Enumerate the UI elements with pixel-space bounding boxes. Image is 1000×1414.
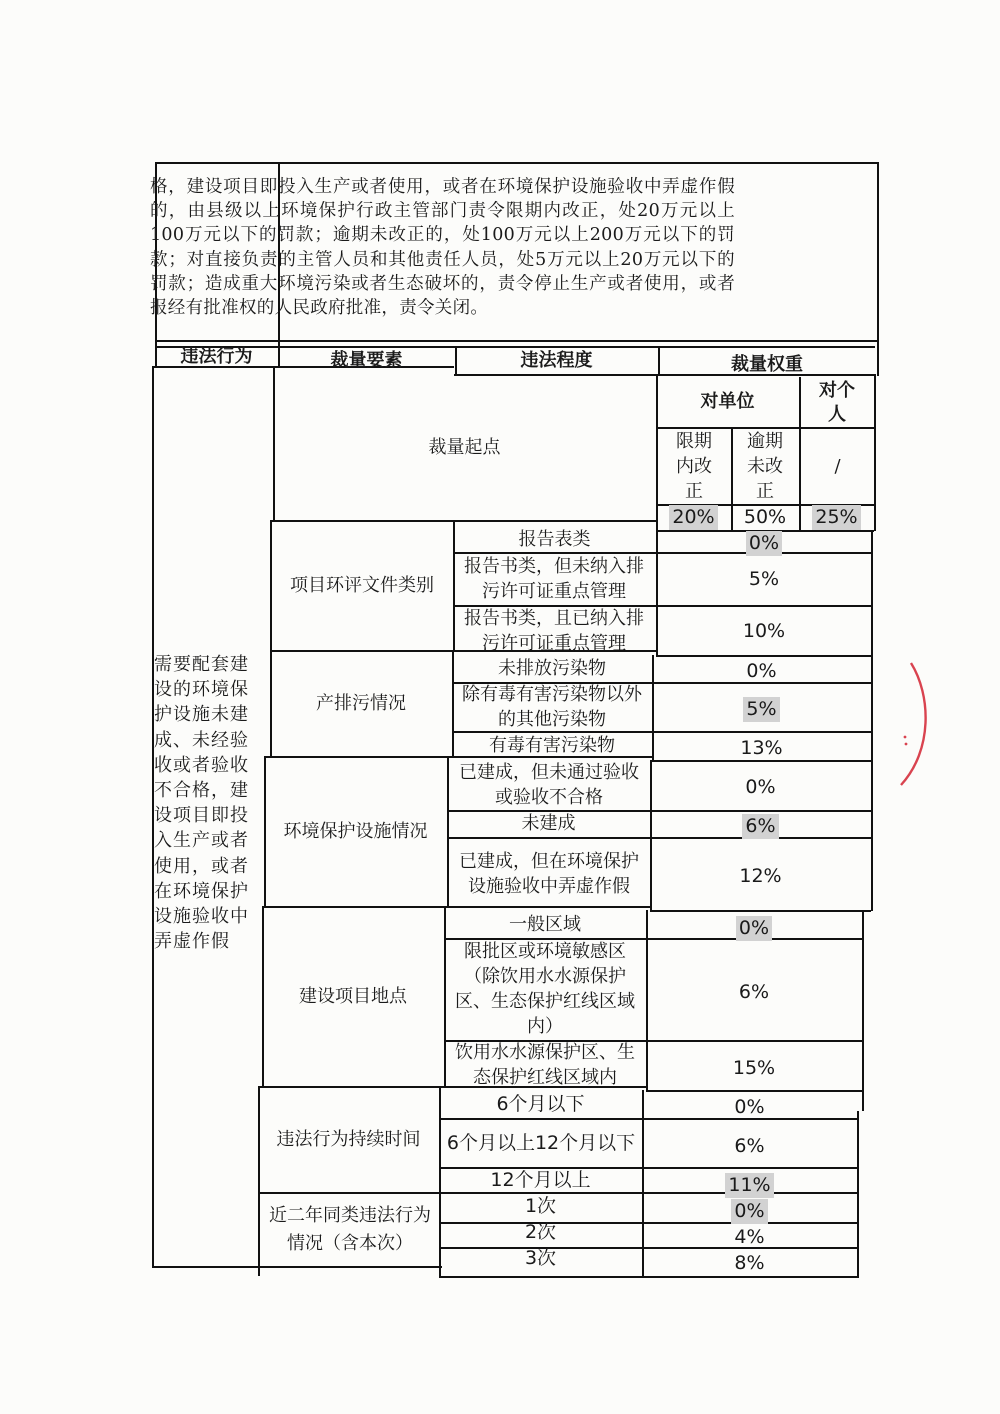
weight-cell: 15% bbox=[732, 1056, 776, 1079]
weight-cell: 0% bbox=[745, 775, 776, 798]
element-env-facilities: 环境保护设施情况 bbox=[283, 820, 428, 842]
degree-cell: 2次 bbox=[524, 1221, 557, 1243]
degree-cell: 报告书类，但未纳入排污许可证重点管理 bbox=[464, 556, 644, 602]
subheader-slash: / bbox=[834, 455, 841, 477]
weight-cell: 5% bbox=[748, 567, 780, 590]
subheader-overdue: 逾期未改正 bbox=[747, 430, 783, 502]
weight-cell: 11% bbox=[725, 1173, 773, 1198]
red-seal-mark bbox=[893, 655, 933, 795]
element-repeat-offense: 近二年同类违法行为情况（含本次） bbox=[269, 1205, 431, 1254]
degree-cell: 3次 bbox=[524, 1247, 557, 1269]
degree-cell: 已建成，但未通过验收或验收不合格 bbox=[459, 762, 639, 808]
degree-cell: 报告书类，且已纳入排污许可证重点管理 bbox=[464, 608, 644, 654]
header-degree: 违法程度 bbox=[520, 349, 593, 371]
weight-cell: 12% bbox=[739, 864, 782, 887]
subheader-person: 对个人 bbox=[819, 380, 855, 425]
element-duration: 违法行为持续时间 bbox=[276, 1128, 421, 1150]
degree-cell: 一般区域 bbox=[509, 913, 581, 935]
subheader-within-deadline: 限期内改正 bbox=[676, 430, 712, 502]
weight-cell: 0% bbox=[736, 916, 772, 941]
weight-cell: 4% bbox=[734, 1225, 765, 1248]
degree-cell: 未排放污染物 bbox=[498, 658, 606, 679]
header-behavior: 违法行为 bbox=[180, 346, 253, 367]
violation-behavior-text: 需要配套建设的环境保护设施未建成、未经验收或者验收不合格，建设项目即投入生产或者使用，或者在环境保护设施验收中弄虚作假 bbox=[154, 654, 249, 953]
header-weight: 裁量权重 bbox=[731, 353, 803, 375]
start-within-value: 20% bbox=[669, 505, 717, 530]
weight-cell: 6% bbox=[734, 1134, 765, 1157]
weight-cell: 0% bbox=[731, 1199, 767, 1224]
element-pollution-discharge: 产排污情况 bbox=[316, 692, 406, 714]
degree-cell: 6个月以上12个月以下 bbox=[446, 1132, 636, 1154]
degree-cell: 已建成，但在环境保护设施验收中弄虚作假 bbox=[459, 851, 639, 897]
start-label: 裁量起点 bbox=[428, 436, 501, 458]
degree-cell: 饮用水水源保护区、生态保护红线区域内 bbox=[455, 1042, 635, 1088]
penalty-clause-paragraph: 格，建设项目即投入生产或者使用，或者在环境保护设施验收中弄虚作假的，由县级以上环境保护行政主管部门责令限期内改正，处20万元以上100万元以下的罚款；逾期未改正的，处100万元以上200万元以下的罚款；对直接负责的主管人员和其他责任人员，处5万元以上20万元以下的罚款；造成重大环境污染或者生态破坏的，责令停止生产或者使用，或者报经有批准权的人民政府批准，责令关闭。 bbox=[150, 177, 735, 319]
subheader-unit: 对单位 bbox=[700, 391, 755, 412]
degree-cell: 1次 bbox=[524, 1195, 557, 1217]
start-overdue-value: 50% bbox=[743, 506, 787, 528]
degree-cell: 6个月以下 bbox=[496, 1093, 585, 1115]
degree-cell: 限批区或环境敏感区（除饮用水水源保护区、生态保护红线区域内） bbox=[455, 941, 635, 1037]
degree-cell: 除有毒有害污染物以外的其他污染物 bbox=[462, 684, 642, 730]
start-person-value: 25% bbox=[812, 505, 860, 530]
weight-cell: 0% bbox=[746, 659, 777, 682]
weight-cell: 0% bbox=[746, 531, 782, 556]
degree-cell: 未建成 bbox=[521, 813, 576, 834]
element-project-location: 建设项目地点 bbox=[299, 985, 407, 1007]
weight-cell: 6% bbox=[738, 980, 770, 1003]
degree-cell: 有毒有害污染物 bbox=[489, 734, 615, 756]
weight-cell: 5% bbox=[743, 697, 779, 722]
weight-cell: 0% bbox=[734, 1096, 765, 1118]
weight-cell: 8% bbox=[734, 1251, 765, 1274]
element-eia-document: 项目环评文件类别 bbox=[290, 574, 434, 596]
degree-cell: 报告表类 bbox=[518, 528, 591, 550]
degree-cell: 12个月以上 bbox=[490, 1169, 591, 1191]
weight-cell: 10% bbox=[742, 619, 786, 642]
weight-cell: 13% bbox=[740, 736, 783, 759]
header-element: 裁量要素 bbox=[330, 349, 403, 371]
weight-cell: 6% bbox=[742, 814, 778, 839]
